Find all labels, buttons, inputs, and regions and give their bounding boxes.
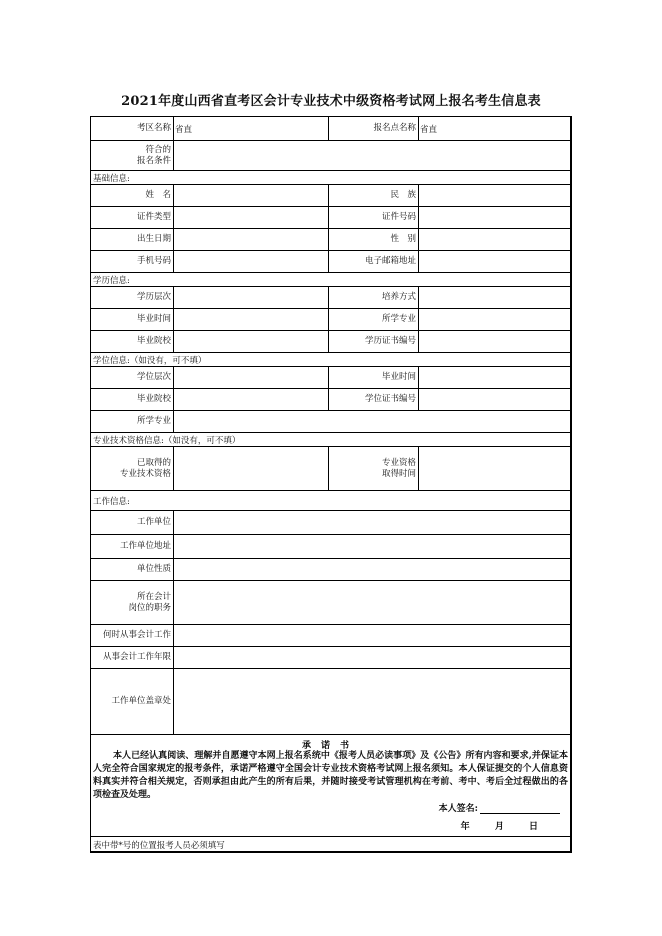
id-number-label: 证件号码: [381, 212, 416, 222]
professional-time-label: 专业资格 取得时间: [381, 457, 416, 479]
gender-field[interactable]: [418, 229, 568, 250]
sign-date: [439, 819, 538, 832]
edu-grad-time-label: 毕业时间: [136, 314, 171, 324]
work-position-field[interactable]: [173, 581, 570, 624]
email-field[interactable]: [418, 251, 568, 272]
site-label: 报名点名称: [373, 123, 416, 133]
degree-school-label: 毕业院校: [136, 394, 171, 404]
row-degree-school: [91, 389, 570, 411]
row-work-years: [91, 647, 570, 669]
id-type-label: 证件类型: [136, 212, 171, 222]
ethnicity-field[interactable]: [418, 185, 568, 206]
eligibility-field[interactable]: [173, 141, 570, 170]
work-nature-label: 单位性质: [136, 564, 171, 574]
row-edu-school: [91, 331, 570, 353]
row-work-unit: [91, 511, 570, 535]
row-phone: [91, 251, 570, 273]
signature-area: [439, 801, 560, 814]
work-years-field[interactable]: [173, 647, 570, 668]
work-address-label: 工作单位地址: [119, 541, 171, 551]
row-id: [91, 207, 570, 229]
gender-label: 性 别: [390, 234, 416, 244]
edu-major-label: 所学专业: [381, 314, 416, 324]
degree-time-label: 毕业时间: [381, 372, 416, 382]
edu-major-field[interactable]: [418, 309, 568, 330]
section-education: [91, 273, 570, 287]
edu-grad-time-field[interactable]: [173, 309, 328, 330]
row-professional: [91, 447, 570, 491]
info-form: [90, 116, 572, 853]
degree-level-label: 学位层次: [136, 372, 171, 382]
section-basic: [91, 171, 570, 185]
work-unit-label: 工作单位: [136, 517, 171, 527]
row-eligibility: [91, 141, 570, 171]
phone-field[interactable]: [173, 251, 328, 272]
row-work-position: [91, 581, 570, 625]
pledge-body: 本人已经认真阅读、理解并自愿遵守本网上报名系统中《报考人员必读事项》及《公告》所有内容和要求,并保证本人完全符合国家规定的报考条件，承诺严格遵守全国会计专业技术资格考试网上报名须知。本人保证提交的个人信息资料真实并符合相关规定，否则承担由此产生的所有后果，并随时接受考试管理机构在考前、考中、考后全过程做出的各项检查及处理。: [93, 751, 568, 800]
row-work-seal: [91, 669, 570, 735]
section-degree: [91, 353, 570, 367]
footnote: 表中带*号的位置报考人员必须填写: [93, 840, 225, 851]
section-professional: [91, 433, 570, 447]
work-unit-field[interactable]: [173, 511, 570, 534]
section-professional-title: 专业技术资格信息:（如没有，可不填）: [93, 435, 241, 446]
work-years-label: 从事会计工作年限: [102, 652, 171, 662]
ethnicity-label: 民 族: [390, 190, 416, 200]
edu-cert-label: 学历证书编号: [364, 336, 416, 346]
row-work-nature: [91, 559, 570, 581]
edu-level-label: 学历层次: [136, 292, 171, 302]
birth-field[interactable]: [173, 229, 328, 250]
degree-major-field[interactable]: [173, 411, 570, 432]
edu-level-field[interactable]: [173, 287, 328, 308]
id-number-field[interactable]: [418, 207, 568, 228]
section-degree-title: 学位信息:（如没有，可不填）: [93, 355, 207, 366]
degree-level-field[interactable]: [173, 367, 328, 388]
date-day: 日: [528, 822, 538, 832]
row-work-start: [91, 625, 570, 647]
eligibility-label: 符合的 报名条件: [136, 144, 171, 166]
exam-area-label: 考区名称: [136, 123, 171, 133]
work-seal-field: [173, 669, 570, 734]
section-work-title: 工作信息:: [93, 496, 130, 507]
section-work: [91, 491, 570, 511]
row-exam-area: [91, 117, 570, 141]
edu-school-field[interactable]: [173, 331, 328, 352]
birth-label: 出生日期: [136, 234, 171, 244]
professional-obtained-label: 已取得的 专业技术资格: [119, 457, 171, 479]
section-basic-title: 基础信息:: [93, 173, 130, 184]
name-label: 姓 名: [145, 190, 171, 200]
edu-school-label: 毕业院校: [136, 336, 171, 346]
id-type-field[interactable]: [173, 207, 328, 228]
degree-school-field[interactable]: [173, 389, 328, 410]
row-name: [91, 185, 570, 207]
work-seal-label: 工作单位盖章处: [111, 696, 171, 706]
signature-line[interactable]: [480, 803, 560, 814]
row-work-address: [91, 535, 570, 559]
site-value[interactable]: 省直: [420, 124, 438, 135]
work-address-field[interactable]: [173, 535, 570, 558]
work-start-label: 何时从事会计工作: [102, 630, 171, 640]
date-year: 年: [460, 822, 470, 832]
row-birth: [91, 229, 570, 251]
row-degree-level: [91, 367, 570, 389]
date-month: 月: [494, 822, 504, 832]
professional-obtained-field[interactable]: [173, 447, 328, 490]
form-title: 2021年度山西省直考区会计专业技术中级资格考试网上报名考生信息表: [121, 94, 541, 109]
degree-major-label: 所学专业: [136, 416, 171, 426]
section-education-title: 学历信息:: [93, 275, 130, 286]
row-edu-level: [91, 287, 570, 309]
degree-cert-label: 学位证书编号: [364, 394, 416, 404]
email-label: 电子邮箱地址: [364, 256, 416, 266]
phone-label: 手机号码: [136, 256, 171, 266]
row-degree-major: [91, 411, 570, 433]
edu-mode-label: 培养方式: [381, 292, 416, 302]
row-edu-time: [91, 309, 570, 331]
footnote-row: [91, 837, 570, 852]
exam-area-value[interactable]: 省直: [175, 124, 193, 135]
work-start-field[interactable]: [173, 625, 570, 646]
signature-label: 本人签名:: [438, 804, 478, 814]
work-nature-field[interactable]: [173, 559, 570, 580]
degree-time-field[interactable]: [418, 367, 568, 388]
work-position-label: 所在会计 岗位的职务: [128, 591, 171, 613]
degree-cert-field[interactable]: [418, 389, 568, 410]
edu-cert-field[interactable]: [418, 331, 568, 352]
pledge-title: 承诺书: [301, 741, 359, 751]
edu-mode-field[interactable]: [418, 287, 568, 308]
professional-time-field[interactable]: [418, 447, 568, 490]
pledge-section: [91, 735, 570, 837]
